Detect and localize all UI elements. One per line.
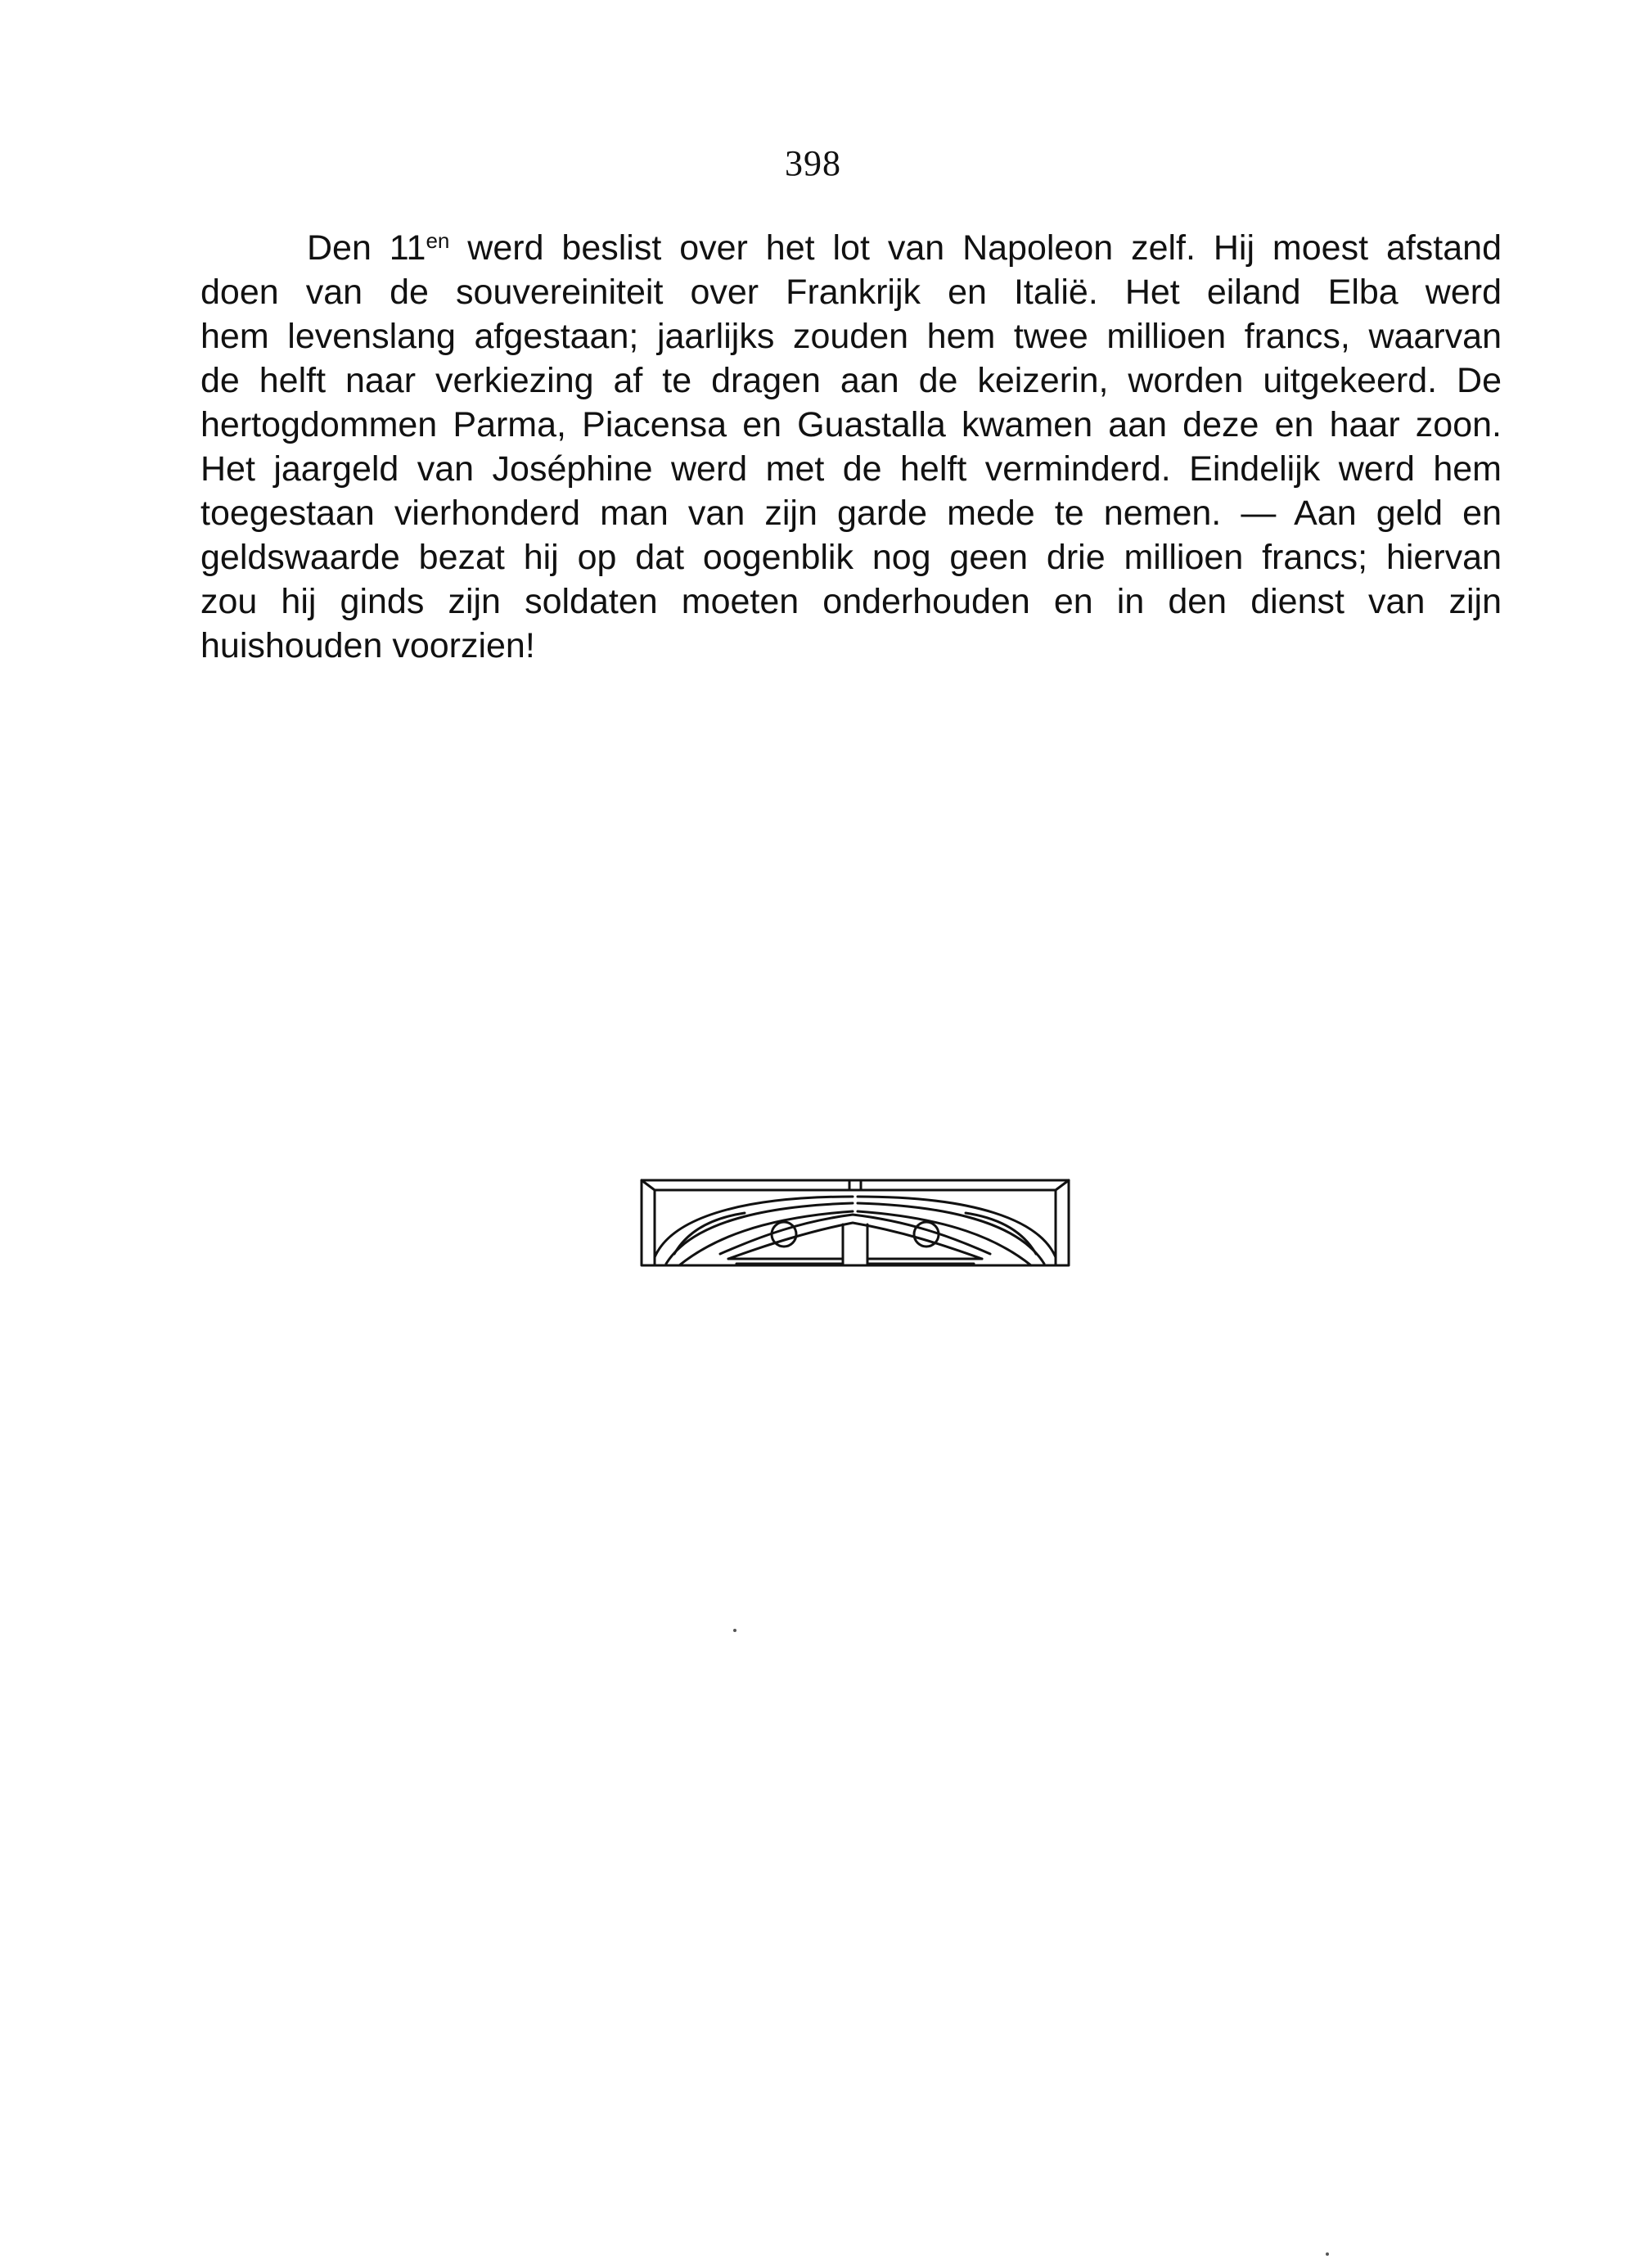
text-line: zou hij ginds zijn soldaten moeten onderhouden en in den dienst van zijn [200,582,1502,621]
text-line: hem levenslang afgestaan; jaarlijks zouden hem twee millioen francs, waarvan [200,317,1502,356]
text-line: huishouden voorzien! [200,626,535,665]
page-number: 398 [785,143,841,183]
text-line: Het jaargeld van Joséphine werd met de helft verminderd. Eindelijk werd hem [200,449,1502,489]
text-line: Den $11^{en}$ werd beslist over het lot van Napoleon zelf. Hij moest afstand [307,228,1502,268]
text-line: toegestaan vierhonderd man van zijn garde mede te nemen. — Aan geld en [200,494,1502,533]
text-line: doen van de souvereiniteit over Frankrijk en Italië. Het eiland Elba werd [200,273,1502,312]
body-paragraph [200,226,1502,668]
scan-speck [733,1629,736,1632]
text-line: hertogdommen Parma, Piacensa en Guastalla kwamen aan deze en haar zoon. [200,405,1502,444]
scan-speck [1326,2252,1329,2256]
text-line: geldswaarde bezat hij op dat oogenblik nog geen drie millioen francs; hiervan [200,538,1502,577]
text-line: de helft naar verkiezing af te dragen aan de keizerin, worden uitgekeerd. De [200,361,1502,400]
superscript-en: en [426,228,450,253]
tailpiece-ornament-icon [638,1179,1072,1269]
